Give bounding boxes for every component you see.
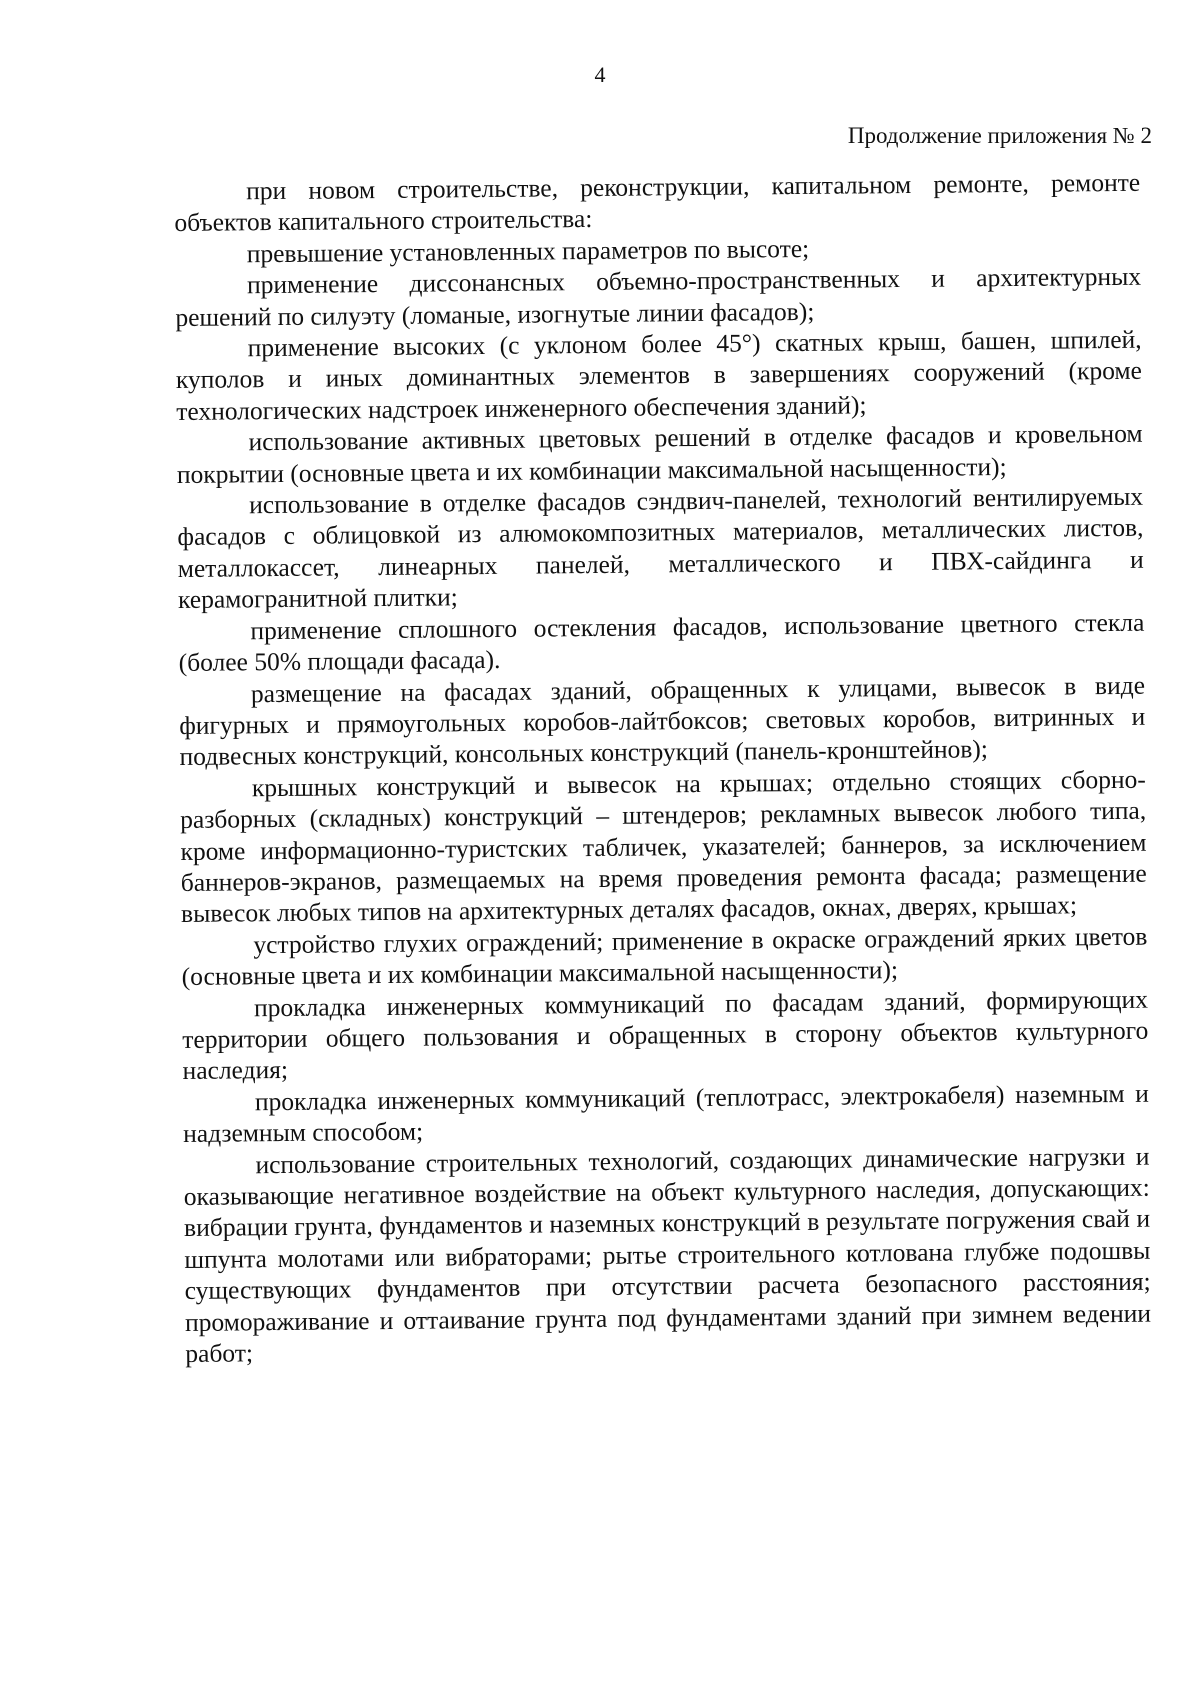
paragraph: использование активных цветовых решений в отделке фасадов и кровельном покрытии (основные цвета и их комбинации максимальной насыщенности); — [176, 418, 1143, 489]
paragraph: применение высоких (с уклоном более 45°) скатных крыш, башен, шпилей, куполов и иных доминантных элементов в завершениях сооружений (кроме технологических надстроек инженерного обеспечения зданий); — [175, 324, 1143, 426]
paragraph: размещение на фасадах зданий, обращенных к улицами, вывесок в виде фигурных и прямоугольных коробов-лайтбоксов; световых коробов, витринных и подвесных конструкций, консольных конструкций (панель-кронштейнов); — [179, 670, 1146, 772]
paragraph: при новом строительстве, реконструкции, капитальном ремонте, ремонте объектов капитального строительства: — [174, 167, 1141, 238]
document-body — [174, 167, 1151, 1370]
paragraph: использование в отделке фасадов сэндвич-панелей, технологий вентилируемых фасадов с облицовкой из алюмокомпозитных материалов, металлических листов, металлокассет, линеарных панелей, металлического и ПВХ-сайдинга и керамогранитной плитки; — [177, 481, 1144, 615]
page-number: 4 — [594, 62, 606, 87]
paragraph: применение диссонансных объемно-пространственных и архитектурных решений по силуэту (ломаные, изогнутые линии фасадов); — [175, 261, 1142, 332]
paragraph: применение сплошного остекления фасадов, использование цветного стекла (более 50% площади фасада). — [178, 607, 1145, 678]
paragraph: прокладка инженерных коммуникаций (теплотрасс, электрокабеля) наземным и надземным способом; — [183, 1078, 1149, 1149]
paragraph: устройство глухих ограждений; применение в окраске ограждений ярких цветов (основные цвета и их комбинации максимальной насыщенности); — [181, 921, 1148, 992]
paragraph: крышных конструкций и вывесок на крышах; отдельно стоящих сборно-разборных (складных) конструкций – штендеров; рекламных вывесок любого типа, кроме информационно-туристских табличек, указателей; баннеров, за исключением баннеров-экранов, размещаемых на время проведения ремонта фасада; размещение вывесок любых типов на архитектурных деталях фасадов, окнах, дверях, крышах; — [180, 764, 1147, 929]
paragraph: превышение установленных параметров по высоте; — [246, 233, 810, 269]
appendix-continuation-note: Продолжение приложения № 2 — [847, 123, 1152, 148]
paragraph: использование строительных технологий, создающих динамические нагрузки и оказывающие негативное воздействие на объект культурного наследия, допускающих: вибрации грунта, фундаментов и наземных конструкций в результате погружения свай и шпунта молотами или вибраторами; рытье строительного котлована глубже подошвы существующих фундаментов при отсутствии расчета безопасного расстояния; промораживание и оттаивание грунта под фундаментами зданий при зимнем ведении работ; — [183, 1141, 1152, 1368]
paragraph: прокладка инженерных коммуникаций по фасадам зданий, формирующих территории общего пользования и обращенных в сторону объектов культурного наследия; — [182, 984, 1149, 1086]
